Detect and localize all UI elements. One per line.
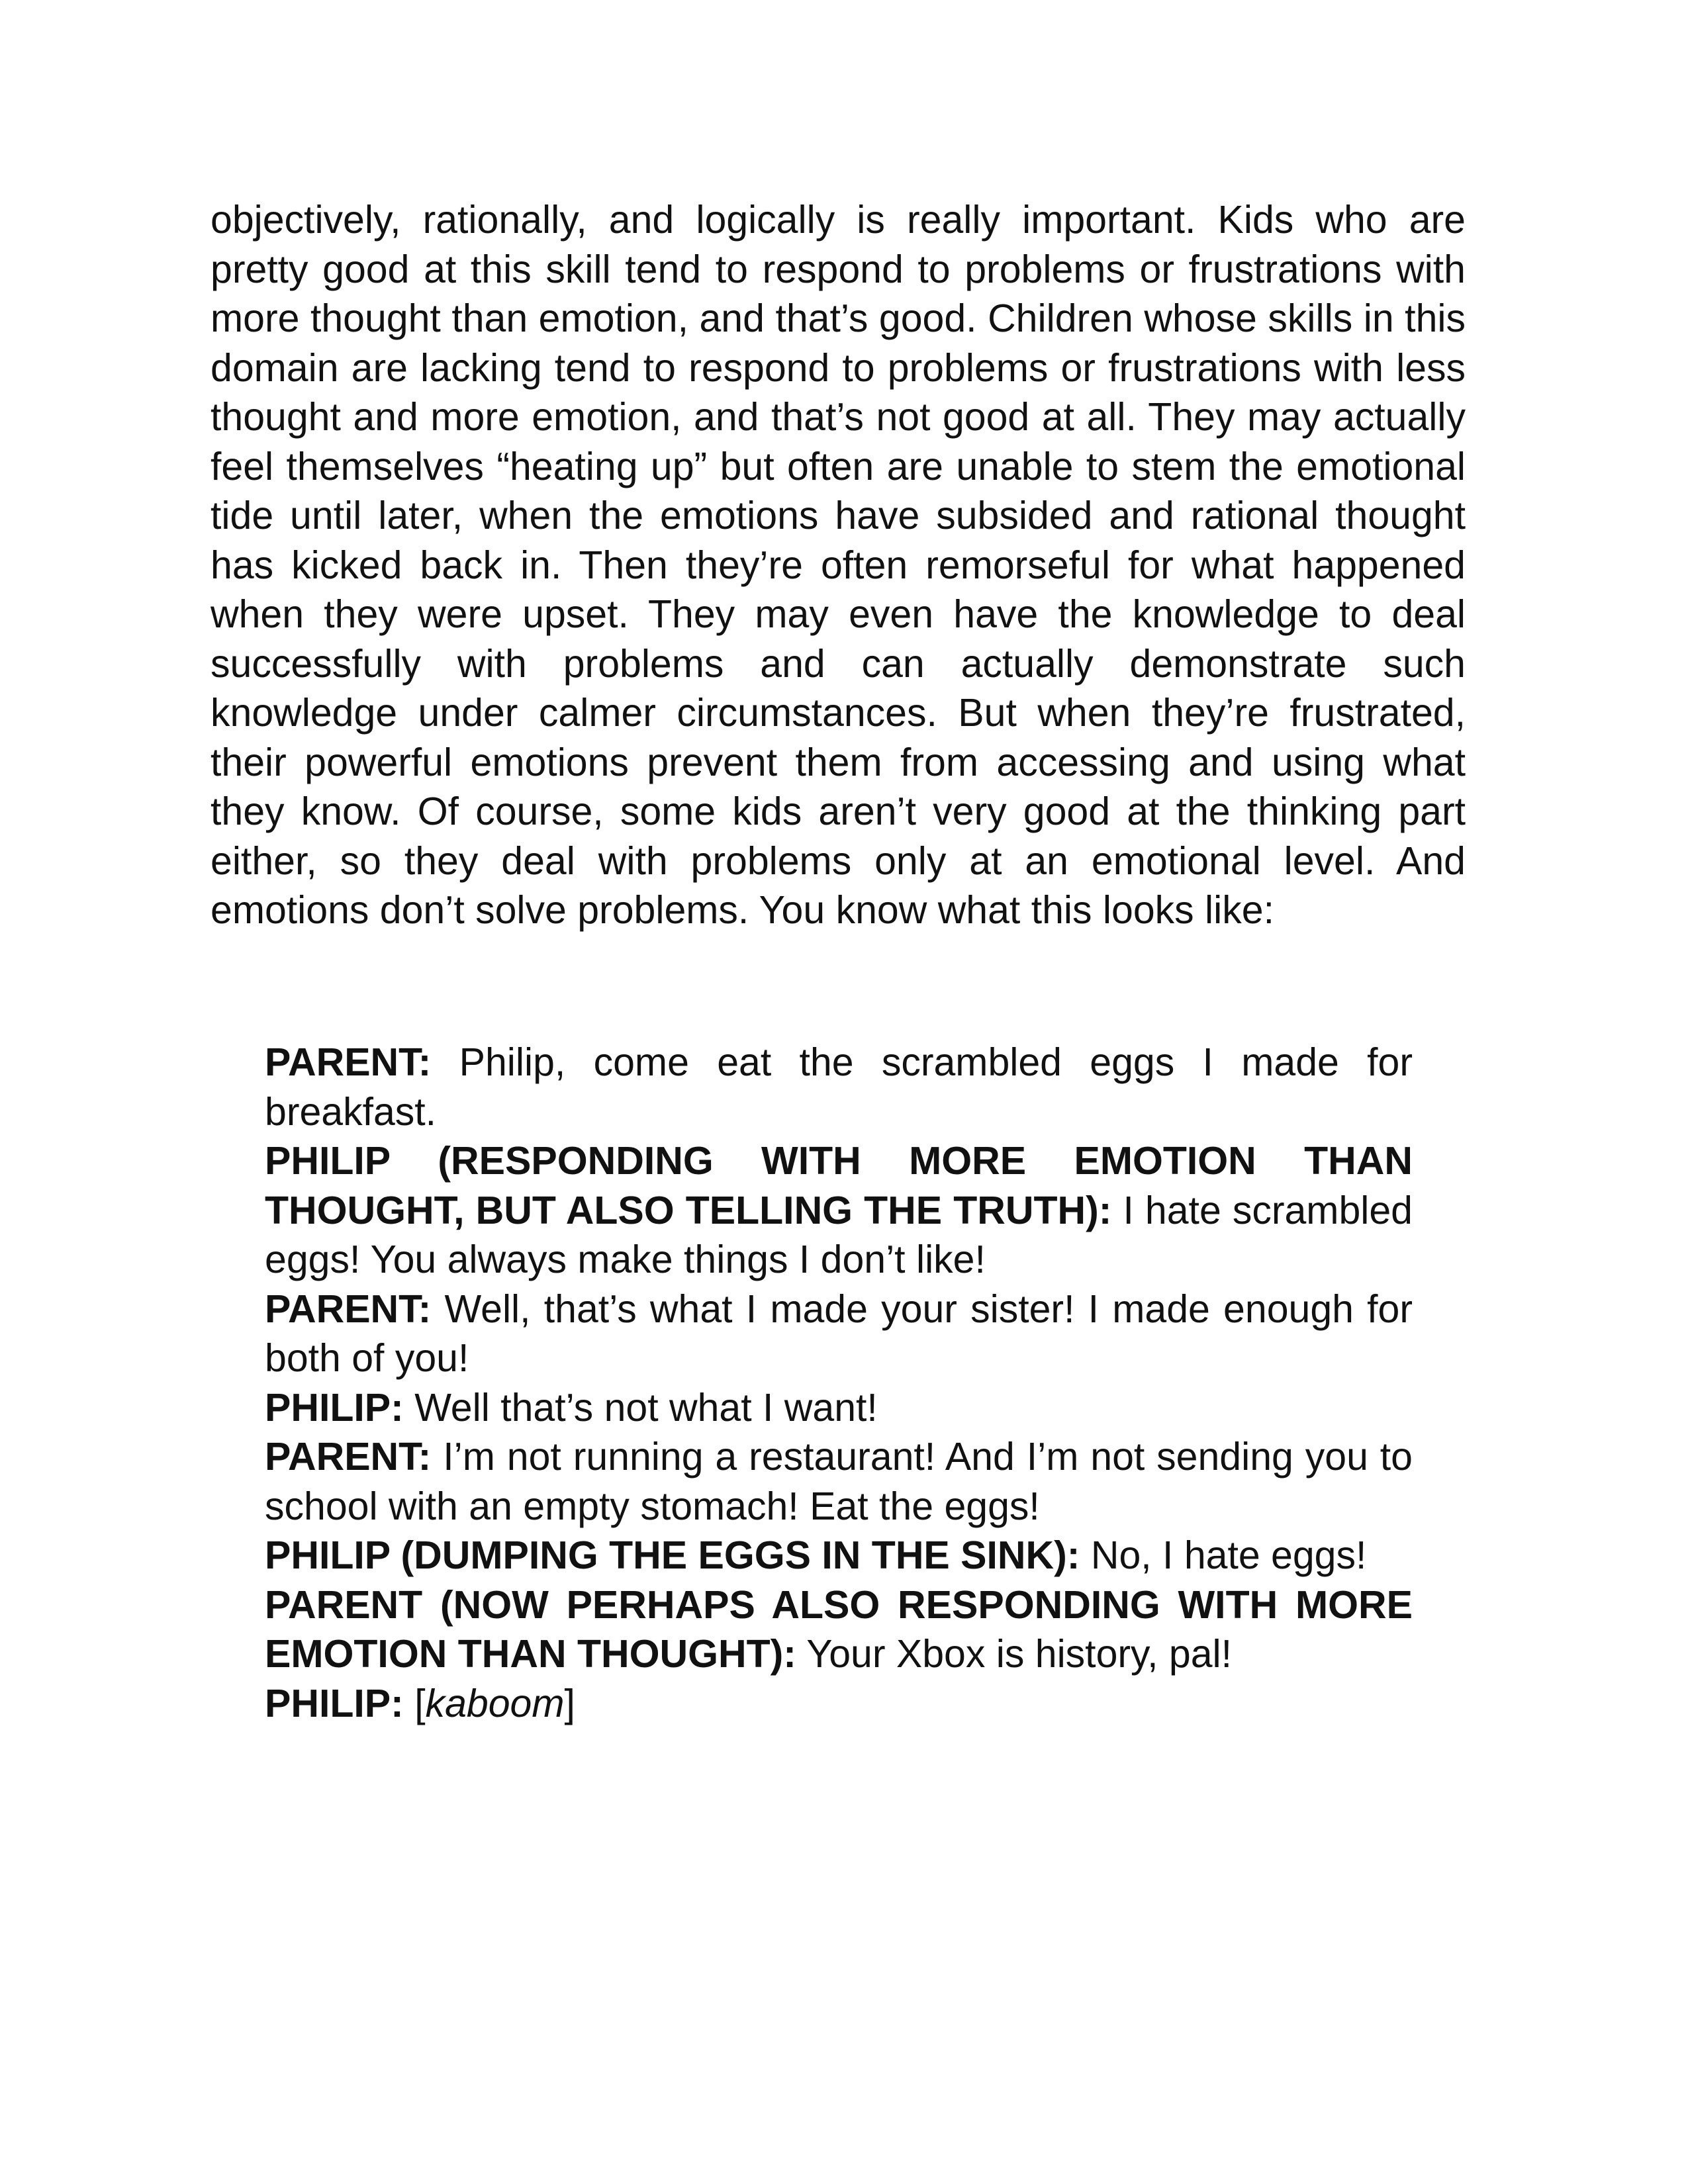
dialogue-line: Well that’s not what I want! [403,1385,878,1430]
speaker-label: PHILIP (DUMPING THE EGGS IN THE SINK): [265,1533,1080,1577]
body-paragraph: objectively, rationally, and logically is really important. Kids who are pretty good at this skill tend to respond to problems or frustrations with more thought than emotion, and that’s good. Children whose skills in this domain are lacking tend to respond to problems or frustrations with less thought and more emotion, and that’s not good at all. They may actually feel themselves “heating up” but often are unable to stem the emotional tide until later, when the emotions have subsided and rational thought has kicked back in. Then they’re often remorseful for what happened when they were upset. They may even have the knowledge to deal successfully with problems and can actually demonstrate such knowledge under calmer circumstances. But when they’re frustrated, their powerful emotions prevent them from accessing and using what they know. Of course, some kids aren’t very good at the thinking part either, so they deal with problems only at an emotional level. And emotions don’t solve problems. You know what this looks like: [211,198,1466,932]
dialogue-line: I’m not running a restaurant! And I’m not sending you to school with an empty stomach! Eat the eggs! [265,1435,1413,1528]
dialogue-line-italic: kaboom [425,1681,565,1725]
dialogue-turn [265,1679,1413,1729]
dialogue-turn [265,1285,1413,1383]
dialogue-turn [265,1136,1413,1285]
speaker-label: PHILIP: [265,1385,404,1430]
dialogue-turn [265,1531,1413,1580]
dialogue-turn [265,1432,1413,1531]
dialogue-turn [265,1580,1413,1679]
dialogue-line: No, I hate eggs! [1080,1533,1367,1577]
dialogue-block [265,1038,1413,1728]
speaker-label: PARENT (NOW PERHAPS ALSO RESPONDING WITH MORE EMOTION THAN THOUGHT): [265,1582,1413,1676]
dialogue-turn [265,1038,1413,1136]
dialogue-line: Well, that’s what I made your sister! I made enough for both of you! [265,1287,1413,1380]
dialogue-turn [265,1383,1413,1433]
speaker-label: PARENT: [265,1287,432,1331]
dialogue-line-suffix: ] [564,1681,575,1725]
dialogue-line: I hate scrambled eggs! You always make things I don’t like! [265,1188,1413,1281]
speaker-label: PARENT: [265,1040,432,1084]
dialogue-line: Your Xbox is history, pal! [796,1632,1233,1676]
speaker-label: PHILIP: [265,1681,404,1725]
speaker-label: PARENT: [265,1435,432,1479]
dialogue-line-prefix: [ [403,1681,426,1725]
speaker-label: PHILIP (RESPONDING WITH MORE EMOTION THAN THOUGHT, BUT ALSO TELLING THE TRUTH): [265,1139,1413,1232]
dialogue-line: Philip, come eat the scrambled eggs I made for breakfast. [265,1040,1413,1134]
